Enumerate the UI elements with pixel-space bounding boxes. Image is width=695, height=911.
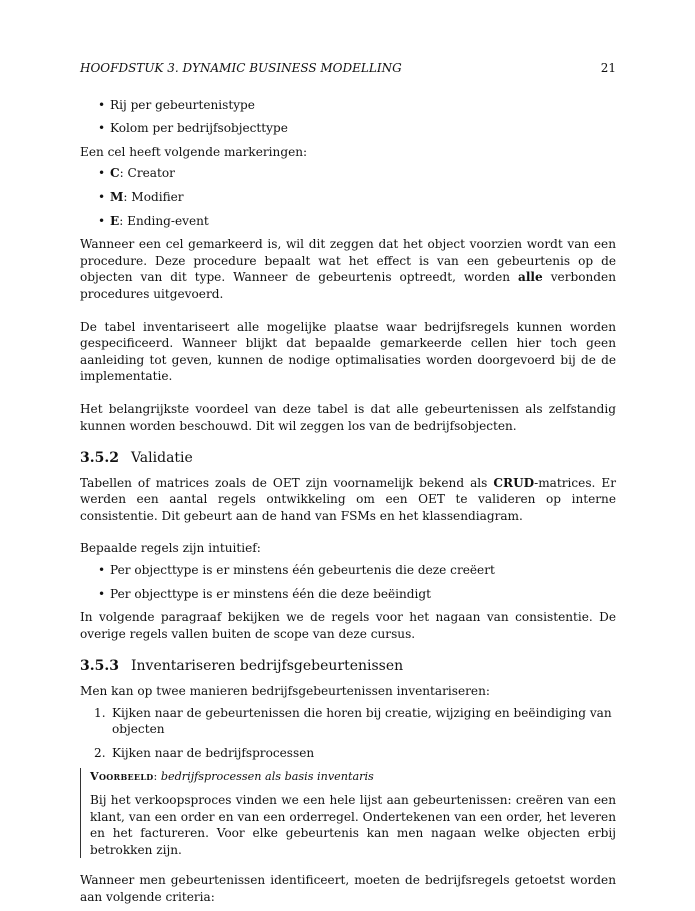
paragraph: Men kan op twee manieren bedrijfsgebeurtenissen inventariseren:: [80, 684, 490, 699]
list-item: [98, 165, 616, 182]
page-number: 21: [600, 61, 616, 75]
document-page: [80, 60, 616, 911]
paragraph: Het belangrijkste voordeel van deze tabel is dat alle gebeurtenissen als zelfstandig kunnen worden beschouwd. Dit wil zeggen los van de bedrijfsobjecten.: [80, 401, 616, 433]
marking-text: : Modifier: [123, 189, 184, 204]
list-item: [98, 189, 616, 206]
example-body: Bij het verkoopsproces vinden we een hele lijst aan gebeurtenissen: creëren van een klant, van een order en van een orderregel. Ondertekenen van een order, het leveren en het factureren. Voor elke gebeurtenis kan men nagaan welke objecten erbij betrokken zijn.: [90, 793, 616, 857]
marking-key: M: [110, 189, 124, 204]
paragraph: Wanneer men gebeurtenissen identificeert, moeten de bedrijfsregels getoetst worden aan volgende criteria:: [80, 873, 616, 904]
marking-text: : Creator: [119, 166, 175, 181]
list-item: • Kolom per bedrijfsobjecttype: [98, 120, 616, 137]
list-item: 1. Kijken naar de gebeurtenissen die horen bij creatie, wijziging en beëindiging van objecten: [94, 705, 612, 737]
marking-text: : Ending-event: [119, 213, 209, 228]
paragraph: Wanneer een cel gemarkeerd is, wil dit zeggen dat het object voorzien wordt van een procedure. Deze procedure bepaalt wat het effect is van een gebeurtenis op de objecten van dit type. Wanneer de gebeurtenis optreedt, worden alle verbonden procedures uitgevoerd.: [80, 237, 616, 301]
list-item: [98, 213, 616, 230]
rules-list: [80, 562, 616, 602]
markings-list: [80, 165, 616, 229]
methods-list: [80, 705, 616, 762]
paragraph: De tabel inventariseert alle mogelijke plaatse waar bedrijfsregels kunnen worden gespecificeerd. Wanneer blijkt dat bepaalde gemarkeerde cellen hier toch geen aanleiding tot geven, kunnen de nodige optimalisaties worden doorgevoerd bij de de implementatie.: [80, 319, 616, 384]
example-title: bedrijfsprocessen als basis inventaris: [160, 770, 374, 784]
marking-key: E: [110, 213, 120, 228]
page-header: [80, 60, 616, 77]
example-box: [80, 768, 616, 858]
matrix-layout-list: [80, 97, 616, 137]
paragraph: In volgende paragraaf bekijken we de regels voor het nagaan van consistentie. De overige regels vallen buiten de scope van deze cursus.: [80, 610, 616, 641]
list-item: 2. Kijken naar de bedrijfsprocessen: [94, 745, 315, 760]
rules-intro-text: Bepaalde regels zijn intuitief:: [80, 541, 261, 556]
list-item: • Per objecttype is er minstens één die deze beëindigt: [98, 586, 616, 603]
example-label: Voorbeeld: [90, 769, 154, 784]
paragraph: Tabellen of matrices zoals de OET zijn voornamelijk bekend als CRUD-matrices. Er werden een aantal regels ontwikkeling om een OET te valideren op interne consistentie. Dit gebeurt aan de hand van FSMs en het klassendiagram.: [80, 475, 616, 523]
chapter-title: HOOFDSTUK 3. DYNAMIC BUSINESS MODELLING: [80, 61, 402, 75]
section-heading: 3.5.3 Inventariseren bedrijfsgebeurtenissen: [80, 658, 404, 675]
cell-intro-text: Een cel heeft volgende markeringen:: [80, 144, 308, 159]
marking-key: C: [110, 166, 120, 181]
list-item: • Rij per gebeurtenistype: [98, 97, 616, 114]
example-header: Voorbeeld: bedrijfsprocessen als basis inventaris: [90, 769, 374, 784]
list-item: • Per objecttype is er minstens één gebeurtenis die deze creëert: [98, 562, 616, 579]
section-heading: 3.5.2 Validatie: [80, 450, 193, 467]
